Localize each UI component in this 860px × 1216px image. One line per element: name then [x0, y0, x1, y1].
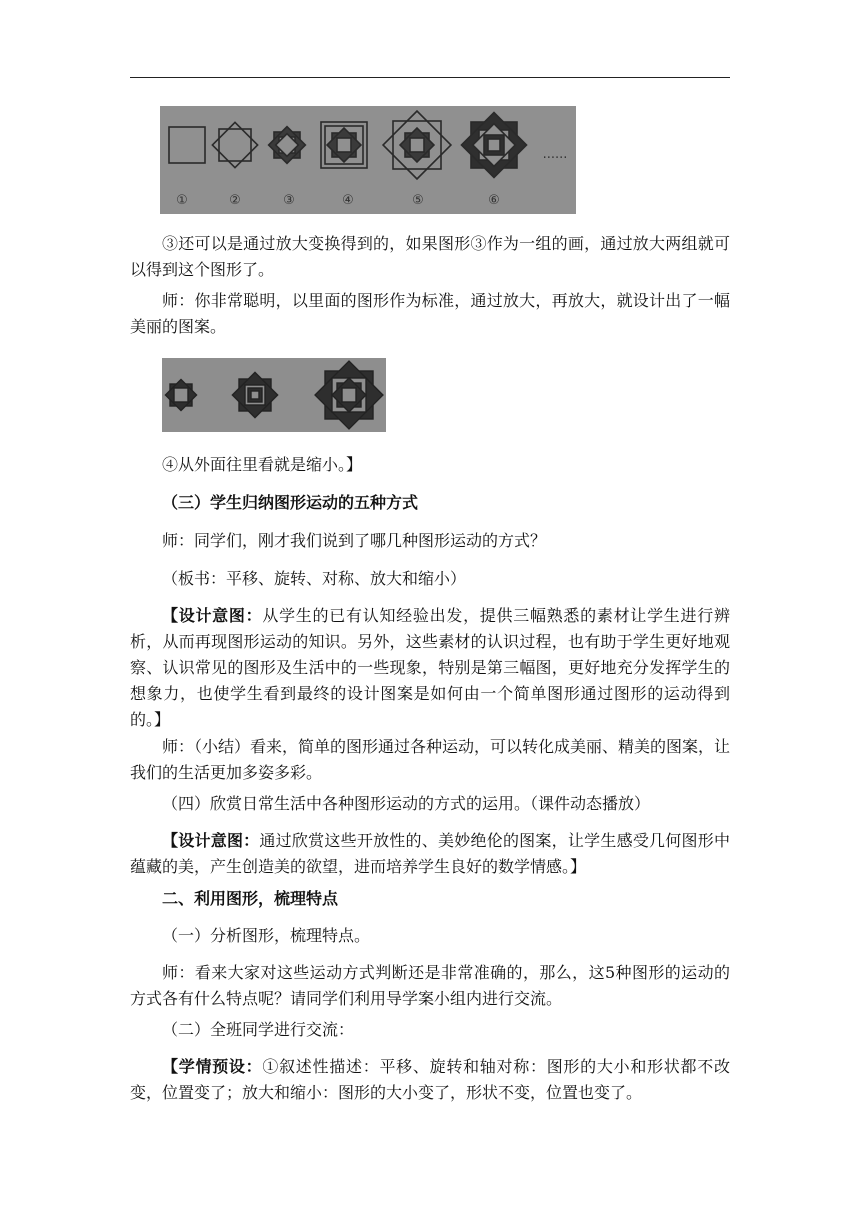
- label-6: ⑥: [488, 193, 500, 208]
- large-star: [315, 361, 383, 429]
- label-4: ④: [342, 193, 354, 208]
- paragraph-3: ④从外面往里看就是缩小。】: [162, 455, 363, 474]
- paragraph-1: ③还可以是通过放大变换得到的，如果图形③作为一组的画，通过放大两组就可以得到这个图形了。: [130, 234, 730, 279]
- paragraph-11: 师：看来大家对这些运动方式判断还是非常准确的，那么，这5种图形的运动的方式各有什么特点呢？请同学们利用导学案小组内进行交流。: [130, 963, 730, 1008]
- small-star: [165, 379, 196, 410]
- label-2: ②: [229, 193, 241, 208]
- paragraph-4: 师：同学们，刚才我们说到了哪几种图形运动的方式？: [162, 531, 547, 550]
- pattern-3-shape: [269, 127, 306, 164]
- paragraph-7: 师：（小结）看来，简单的图形通过各种运动，可以转化成美丽、精美的图案，让我们的生活更加多姿多彩。: [130, 737, 731, 782]
- design-intent-2-label: 【设计意图：: [162, 831, 260, 850]
- paragraph-10: （一）分析图形，梳理特点。: [162, 926, 371, 945]
- pattern-sequence-figure: [160, 106, 576, 214]
- ellipsis: ......: [542, 147, 568, 162]
- enlargement-drawing: [162, 358, 386, 432]
- paragraph-8: （四）欣赏日常生活中各种图形运动的方式的运用。（课件动态播放）: [162, 794, 651, 813]
- learning-preset: [130, 1054, 730, 1106]
- enlargement-figure: [162, 358, 386, 432]
- label-3: ③: [283, 193, 295, 208]
- paragraph-5: （板书：平移、旋转、对称、放大和缩小）: [162, 569, 467, 588]
- paragraph-12: （二）全班同学进行交流：: [162, 1020, 355, 1039]
- label-1: ①: [176, 193, 188, 208]
- design-intent-2: [130, 828, 730, 880]
- pattern-5-shape: [383, 111, 451, 179]
- pattern-sequence-drawing: [160, 106, 576, 214]
- medium-star: [232, 372, 277, 417]
- design-intent-1: [130, 603, 730, 733]
- header-rule: [130, 77, 730, 78]
- design-intent-1-label: 【设计意图：: [162, 606, 263, 625]
- learning-preset-label: 【学情预设：: [162, 1057, 263, 1076]
- label-5: ⑤: [412, 193, 424, 208]
- section-heading-3: （三）学生归纳图形运动的五种方式: [162, 493, 419, 512]
- paragraph-2: 师：你非常聪明，以里面的图形作为标准，通过放大，再放大，就设计出了一幅美丽的图案。: [130, 291, 730, 336]
- design-intent-2-text: 通过欣赏这些开放性的、美妙绝伦的图案，让学生感受几何图形中蕴藏的美，产生创造美的欲望，进而培养学生良好的数学情感。】: [130, 831, 730, 876]
- design-intent-1-text: 从学生的已有认知经验出发，提供三幅熟悉的素材让学生进行辨析，从而再现图形运动的知识。另外，这些素材的认识过程，也有助于学生更好地观察、认识常见的图形及生活中的一些现象，特别是第三幅图，更好地充分发挥学生的想象力，也使学生看到最终的设计图案是如何由一个简单图形通过图形的运动得到的。】: [130, 606, 730, 729]
- section-heading-2: 二、利用图形，梳理特点: [162, 889, 339, 908]
- learning-preset-text: ①叙述性描述：平移、旋转和轴对称：图形的大小和形状都不改变，位置变了；放大和缩小：图形的大小变了，形状不变，位置也变了。: [130, 1057, 730, 1102]
- pattern-6-shape: [461, 112, 526, 177]
